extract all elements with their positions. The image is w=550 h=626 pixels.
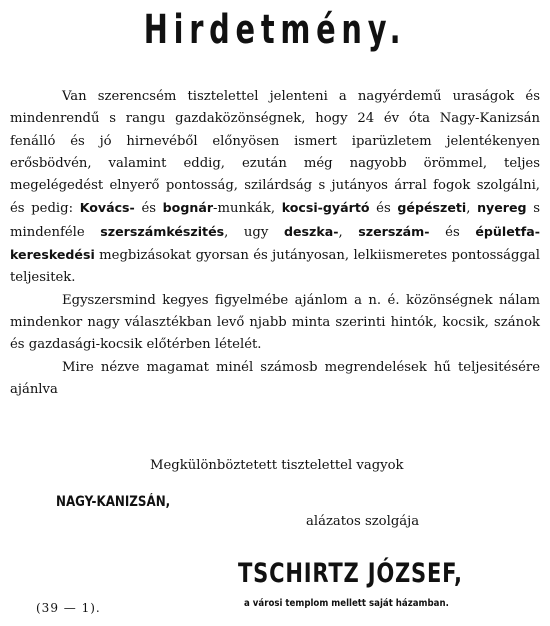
notice-paragraph-2 [10,290,540,357]
text-run: Mire nézve magamat minél számosb megrendelések hű teljesitésére ajánlva [10,359,540,397]
text-run: és [134,201,163,217]
notice-paragraph-1 [10,86,540,290]
emphasized-term: épületfa-kereskedési [10,223,540,263]
text-run: megbizásokat gyorsan és jutányosan, lelkiismeretes pontossággal teljesitek. [10,248,540,286]
signature-name: TSCHIRTZ JÓZSEF, [238,558,463,589]
closing-line: Megkülönböztetett tisztelettel vagyok [150,458,404,473]
signature-address: a városi templom mellett saját házamban. [244,598,449,609]
emphasized-term: szerszám- [358,223,430,239]
emphasized-term: nyereg [477,200,527,216]
notice-code: (39 — 1). [36,601,101,615]
emphasized-term: Kovács- [79,200,135,216]
emphasized-term: szerszámkészités [100,223,225,239]
emphasized-term: bognár [162,200,214,216]
emphasized-term: gépészeti [397,200,467,216]
text-run: , [466,201,478,217]
text-run: Van szerencsém tisztelettel jelenteni a nagyérdemű uraságok és mindenrendű s rangu gazdaközönségnek, hogy 24 év óta Nagy-Kanizsán fenálló és jó hirnevéből előnyösen ismert iparüzletem jelentékenyen erősbödvén, valamint eddig, ezután még nagyobb örömmel, teljes megelégedést elnyerő pontosság, szilárdság s jutányos árral fogok szolgálni, és pedig: [10,89,540,217]
text-run: , [338,224,359,240]
text-run: Egyszersmind kegyes figyelmébe ajánlom a n. é. közönségnek nálam mindenkor nagy választékban levő njabb minta szerinti hintók, kocsik, szánok és gazdasági-kocsik előtérben lételét. [10,292,540,353]
text-run: , ugy [224,224,284,240]
notice-title: Hirdetmény. [143,7,407,53]
place-name: NAGY-KANIZSÁN, [56,494,171,510]
emphasized-term: kocsi-gyártó [281,200,370,216]
text-run: és [429,224,476,240]
servant-line: alázatos szolgája [306,514,420,529]
notice-body [10,86,540,401]
text-run: -munkák, [213,201,282,217]
text-run: s mindenféle [10,201,540,240]
emphasized-term: deszka- [283,223,339,239]
notice-paragraph-3 [10,357,540,402]
text-run: és [369,201,398,217]
